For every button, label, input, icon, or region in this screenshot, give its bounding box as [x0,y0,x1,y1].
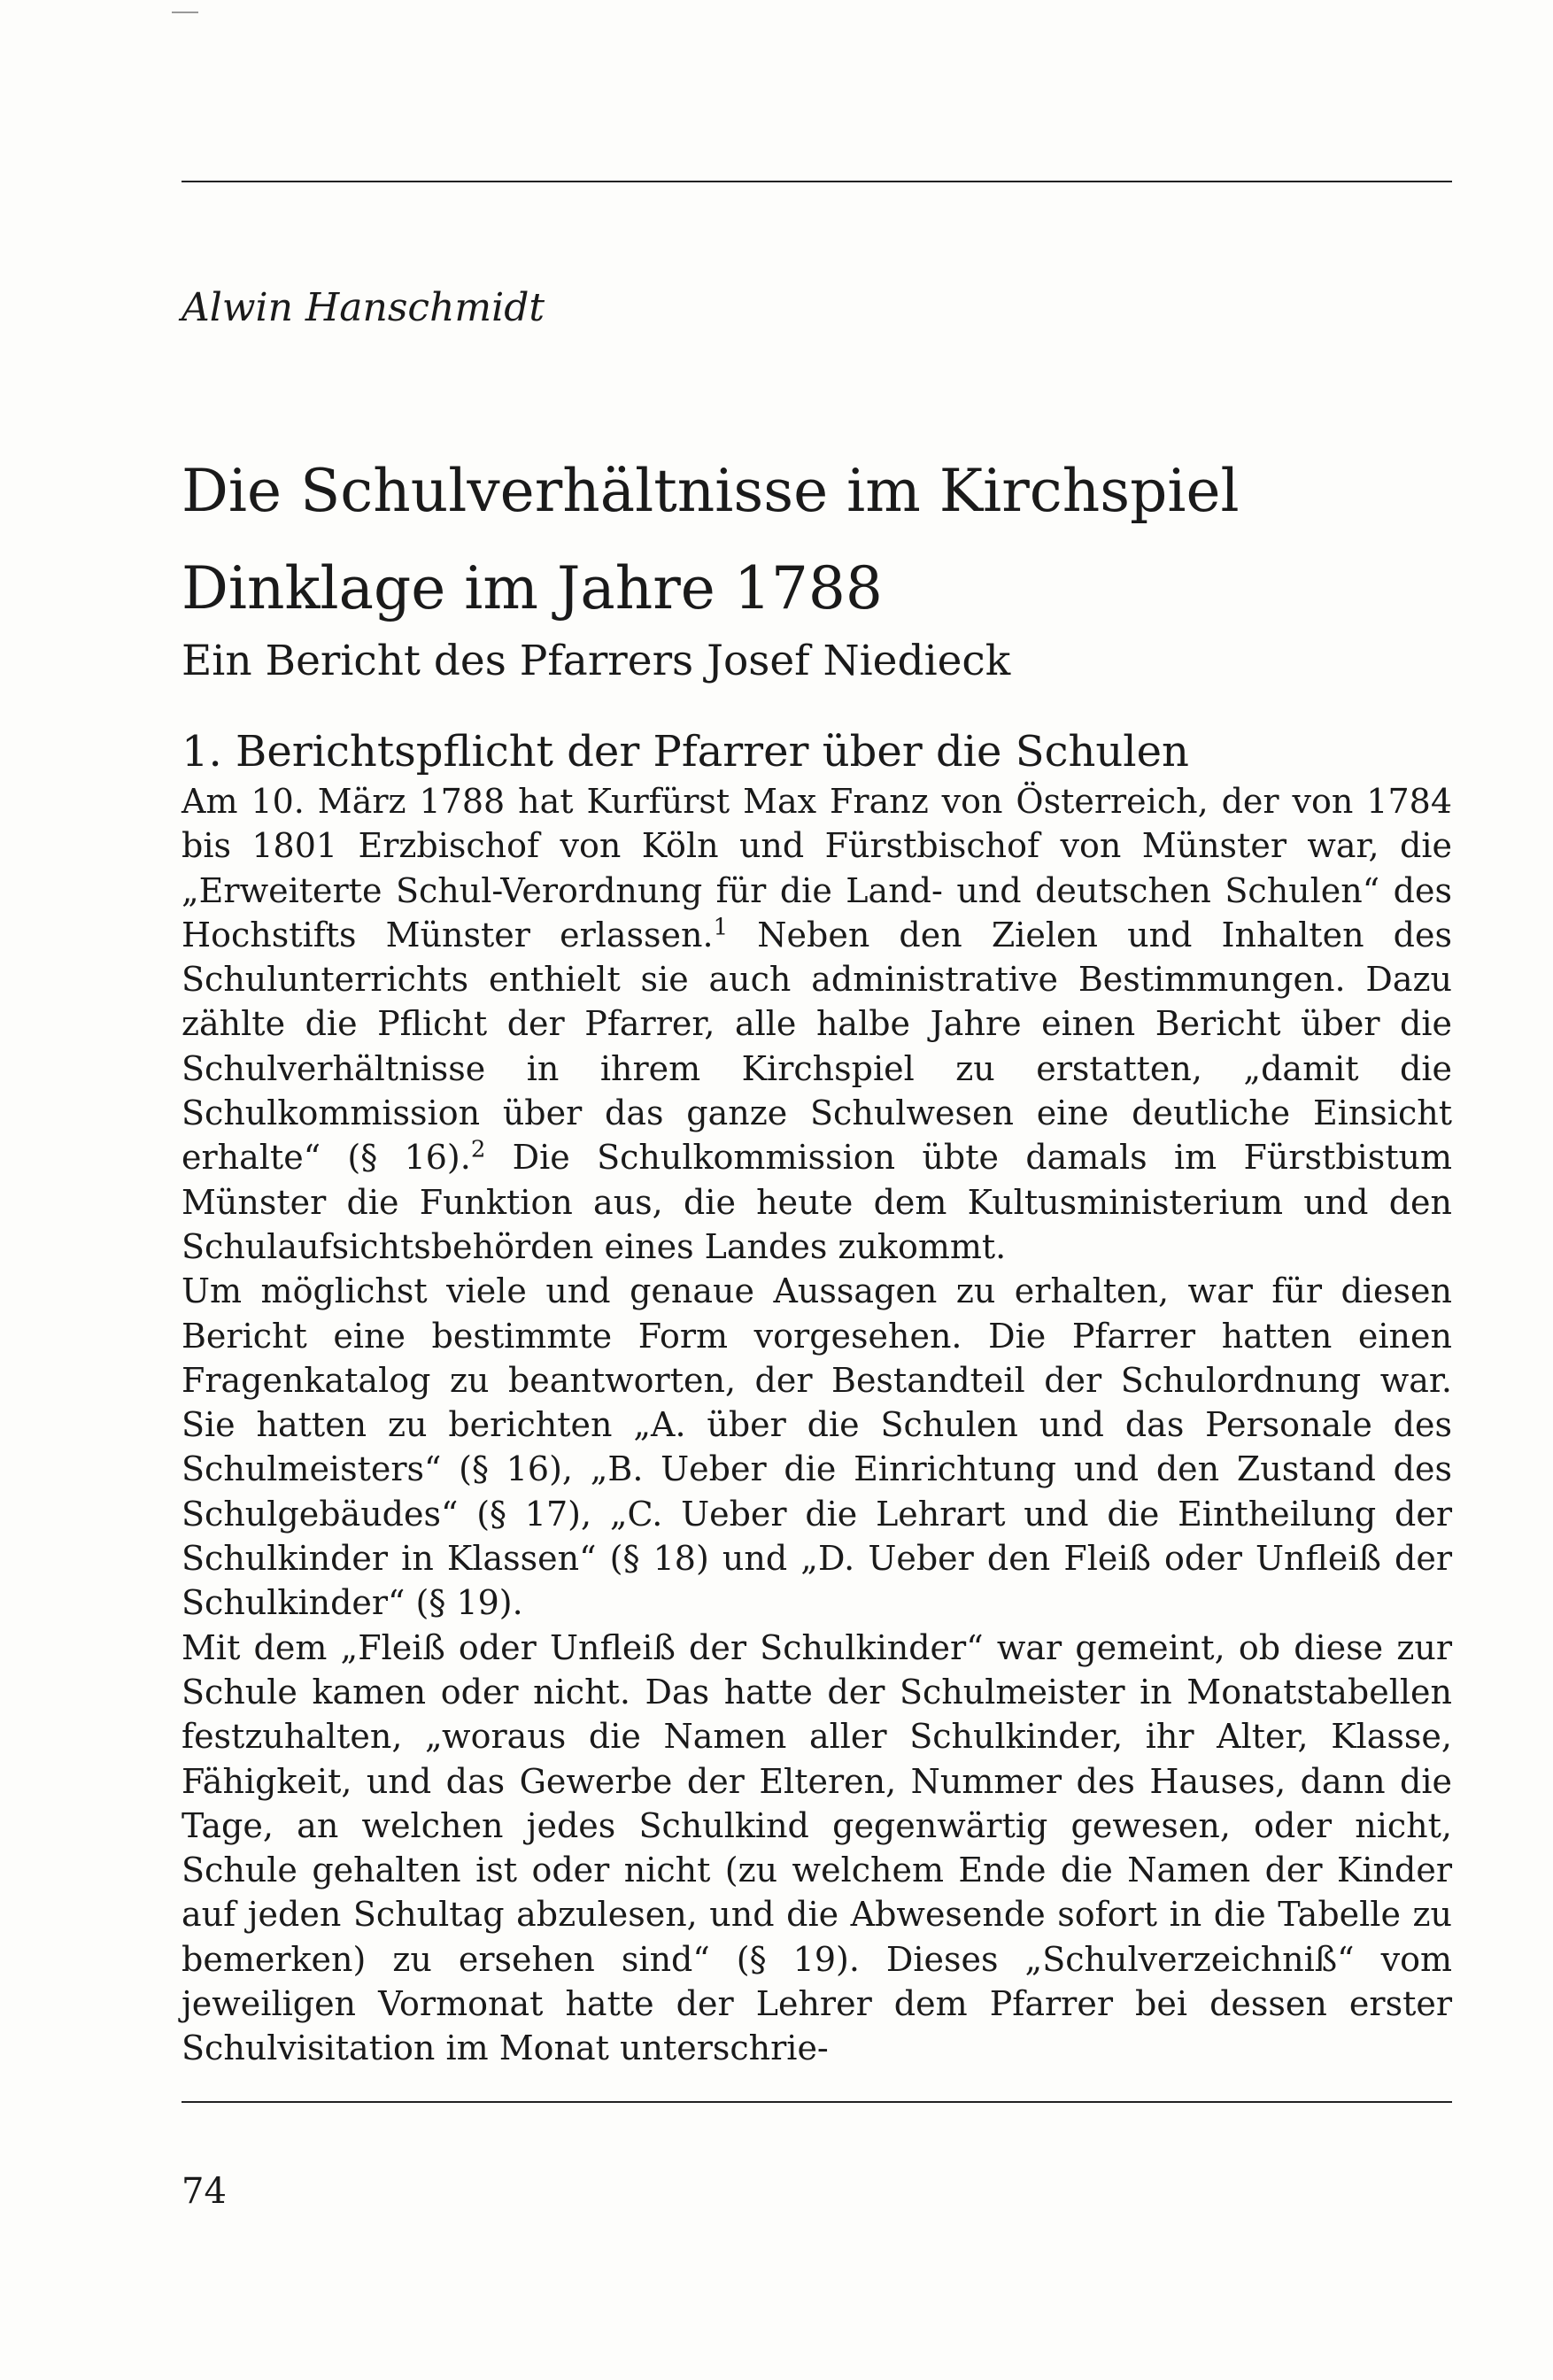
body-text [182,779,1452,2071]
paragraph-2: Um möglichst viele und genaue Aussagen zu erhalten, war für diesen Bericht eine bestimmte Form vorgesehen. Die Pfarrer hatten einen Fragenkatalog zu beantworten, der Bestandteil der Schulordnung war. Sie hatten zu berichten „A. über die Schulen und das Personale des Schulmeisters“ (§ 16), „B. Ueber die Einrichtung und den Zustand des Schulgebäudes“ (§ 17), „C. Ueber die Lehrart und die Eintheilung der Schulkinder in Klassen“ (§ 18) und „D. Ueber den Fleiß oder Unfleiß der Schulkinder“ (§ 19). [182,1271,1452,1623]
page-number: 74 [182,2171,227,2212]
paragraph-3: Mit dem „Fleiß oder Unfleiß der Schulkinder“ war gemeint, ob diese zur Schule kamen oder nicht. Das hatte der Schulmeister in Monatstabellen festzuhalten, „woraus die Namen aller Schulkinder, ihr Alter, Klasse, Fähigkeit, und das Gewerbe der Elteren, Nummer des Hauses, dann die Tage, an welchen jedes Schulkind gegenwärtig gewesen, oder nicht, Schule gehalten ist oder nicht (zu welchem Ende die Namen der Kinder auf jeden Schultag abzulesen, und die Abwesende sofort in die Tabelle zu bemerken) zu ersehen sind“ (§ 19). Dieses „Schulverzeichniß“ vom jeweiligen Vormonat hatte der Lehrer dem Pfarrer bei dessen erster Schulvisitation im Monat unterschrie- [182,1627,1452,2068]
article-subtitle: Ein Bericht des Pfarrers Josef Niedieck [182,637,1011,685]
footnote-ref-2: 2 [470,1136,486,1163]
paragraph-1-part-1: Am 10. März 1788 hat Kurfürst Max Franz von Österreich, der von 1784 bis 1801 Erzbischof von Köln und Fürstbischof von Münster war, die „Erweiterte Schul-Verordnung für die Land- und deutschen Schulen“ des Hochstifts Münster erlassen. [182,782,1452,954]
footnote-ref-1: 1 [713,914,729,941]
section-heading: 1. Berichtspflicht der Pfarrer über die Schulen [182,727,1189,777]
article-title: Die Schulverhältnisse im Kirchspiel Dinklage im Jahre 1788 [182,457,1240,622]
paragraph-1-part-2: Neben den Zielen und Inhalten des Schulunterrichts enthielt sie auch administrative Bestimmungen. Dazu zählte die Pflicht der Pfarrer, alle halbe Jahre einen Bericht über die Schulverhältnisse in ihrem Kirchspiel zu erstatten, „damit die Schulkommission über das ganze Schulwesen eine deutliche Einsicht erhalte“ (§ 16). [182,915,1452,1178]
scan-mark [172,12,198,13]
footer-rule [182,2101,1452,2103]
paragraph-1 [182,779,1452,1269]
paragraph-1-part-3: Die Schulkommission übte damals im Fürstbistum Münster die Funktion aus, die heute dem Kultusministerium und den Schulaufsichtsbehörden eines Landes zukommt. [182,1138,1452,1266]
header-rule [182,181,1452,182]
author-name: Alwin Hanschmidt [182,285,545,330]
